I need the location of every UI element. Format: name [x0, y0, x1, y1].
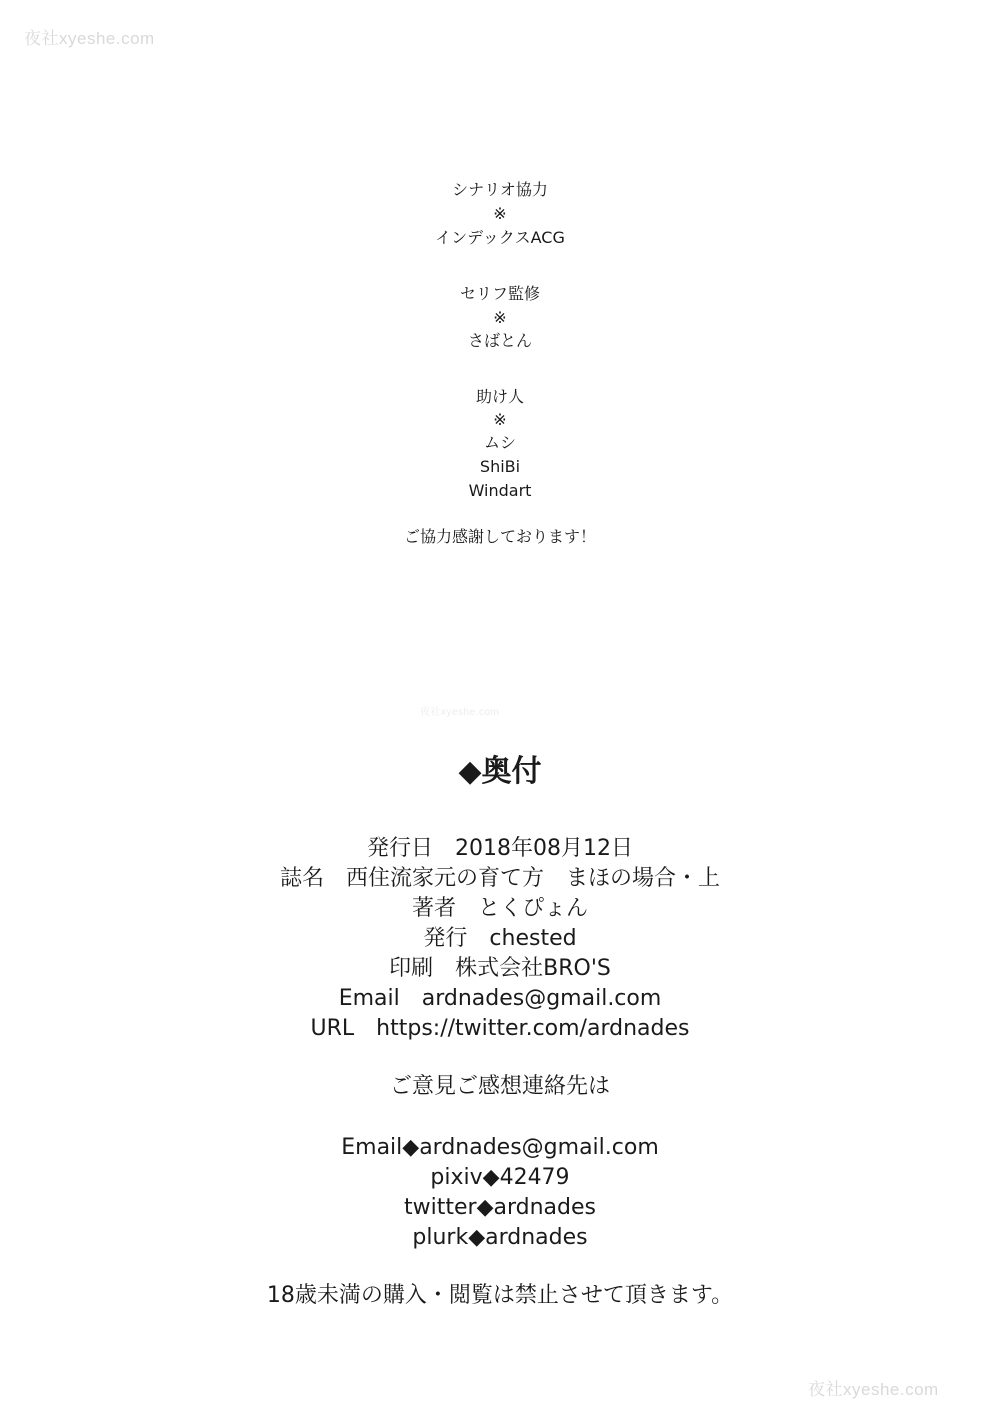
author-line: 著者 とくぴょん	[411, 896, 588, 921]
scenario-mark: ※	[493, 204, 507, 223]
dialogue-mark: ※	[493, 308, 507, 327]
printer-line: 印刷 株式会社BRO'S	[389, 956, 611, 981]
email-line: Email ardnades@gmail.com	[338, 986, 662, 1011]
publisher-line: 発行 chested	[423, 926, 577, 951]
contact-plurk: plurk◆ardnades	[412, 1225, 588, 1250]
watermark-top: 夜社xyeshe.com	[24, 29, 155, 48]
helper-name: ShiBi	[479, 457, 521, 476]
age-restriction-notice: 18歳未満の購入・閲覧は禁止させて頂きます。	[266, 1283, 734, 1308]
scenario-label: シナリオ協力	[452, 180, 548, 199]
dialogue-label: セリフ監修	[459, 284, 540, 303]
contact-heading: ご意見ご感想連絡先は	[389, 1074, 610, 1099]
scenario-name: インデックスACG	[435, 228, 565, 247]
colophon-title: ◆奥付	[458, 754, 542, 789]
watermark-bottom: 夜社xyeshe.com	[808, 1380, 939, 1399]
contact-pixiv: pixiv◆42479	[430, 1165, 570, 1190]
watermark-middle: 夜社xyeshe.com	[420, 707, 500, 718]
helpers-label: 助け人	[475, 387, 524, 406]
book-title-line: 誌名 西住流家元の育て方 まほの場合・上	[279, 866, 720, 891]
url-line: URL https://twitter.com/ardnades	[310, 1016, 690, 1041]
contact-twitter: twitter◆ardnades	[404, 1195, 596, 1220]
contact-email: Email◆ardnades@gmail.com	[341, 1135, 659, 1160]
thanks-message: ご協力感謝しております！	[403, 527, 596, 546]
dialogue-name: さばとん	[467, 331, 532, 350]
helper-name: ムシ	[483, 433, 516, 452]
publish-date-line: 発行日 2018年08月12日	[367, 836, 633, 861]
helpers-mark: ※	[493, 410, 507, 429]
helper-name: Windart	[468, 481, 532, 500]
